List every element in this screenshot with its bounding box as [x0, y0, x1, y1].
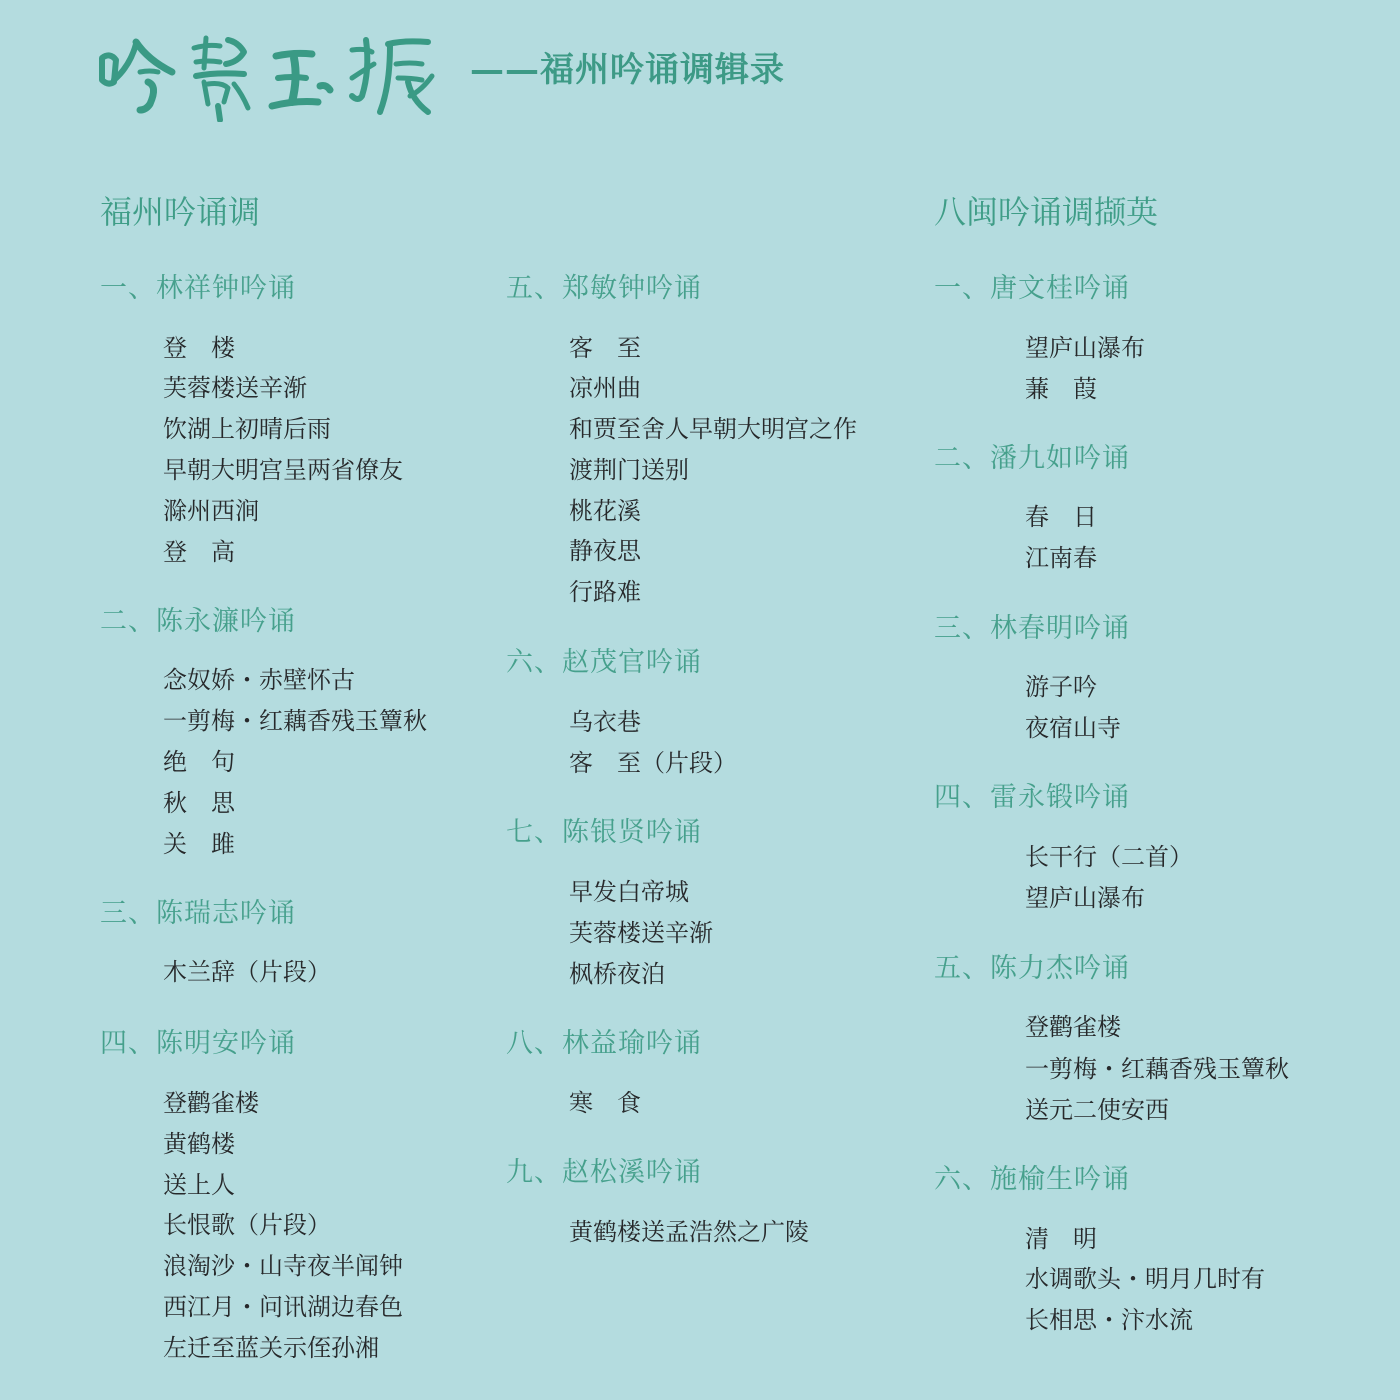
poem-title: 游子吟 — [1025, 673, 1097, 701]
section-title: 四、陈明安吟诵 — [100, 1028, 296, 1059]
poem-title: 乌衣巷 — [569, 708, 641, 736]
section-title: 七、陈银贤吟诵 — [506, 817, 702, 848]
poem-title: 客 至（片段） — [569, 749, 737, 777]
poem-title: 浪淘沙・山寺夜半闻钟 — [163, 1252, 403, 1280]
poem-title: 枫桥夜泊 — [569, 960, 665, 988]
poem-title: 夜宿山寺 — [1025, 714, 1121, 742]
poem-title: 黄鹤楼 — [163, 1130, 235, 1158]
poem-title: 望庐山瀑布 — [1025, 884, 1145, 912]
section-title: 四、雷永锻吟诵 — [934, 782, 1130, 813]
poem-title: 江南春 — [1025, 544, 1097, 572]
poem-title: 登鹳雀楼 — [163, 1089, 259, 1117]
poem-title: 桃花溪 — [569, 497, 641, 525]
poem-title: 登鹳雀楼 — [1025, 1013, 1121, 1041]
poem-title: 绝 句 — [163, 748, 235, 776]
section-title: 三、陈瑞志吟诵 — [100, 898, 296, 929]
poem-title: 清 明 — [1025, 1225, 1097, 1253]
poem-title: 客 至 — [569, 334, 641, 362]
poem-title: 木兰辞（片段） — [163, 958, 331, 986]
poem-title: 芙蓉楼送辛渐 — [569, 919, 713, 947]
section-title: 二、陈永濂吟诵 — [100, 606, 296, 637]
poem-title: 关 雎 — [163, 830, 235, 858]
poem-title: 凉州曲 — [569, 374, 641, 402]
poem-title: 长干行（二首） — [1025, 843, 1193, 871]
calligraphy-brush-icon — [96, 22, 441, 122]
poem-title: 黄鹤楼送孟浩然之广陵 — [569, 1218, 809, 1246]
section-title: 三、林春明吟诵 — [934, 613, 1130, 644]
section-title: 二、潘九如吟诵 — [934, 443, 1130, 474]
section-title: 六、施榆生吟诵 — [934, 1164, 1130, 1195]
section-title: 一、唐文桂吟诵 — [934, 273, 1130, 304]
poem-title: 早发白帝城 — [569, 878, 689, 906]
poem-title: 滁州西涧 — [163, 497, 259, 525]
section-title: 九、赵松溪吟诵 — [506, 1157, 702, 1188]
poem-title: 春 日 — [1025, 503, 1097, 531]
section-title: 一、林祥钟吟诵 — [100, 273, 296, 304]
poem-title: 早朝大明宫呈两省僚友 — [163, 456, 403, 484]
poem-title: 望庐山瀑布 — [1025, 334, 1145, 362]
poem-title: 行路难 — [569, 578, 641, 606]
poem-title: 蒹 葭 — [1025, 375, 1097, 403]
poem-title: 饮湖上初晴后雨 — [163, 415, 331, 443]
calligraphy-title-logo — [96, 22, 441, 122]
poem-title: 左迁至蓝关示侄孙湘 — [163, 1334, 379, 1362]
poem-title: 秋 思 — [163, 789, 235, 817]
poem-title: 芙蓉楼送辛渐 — [163, 374, 307, 402]
section-title: 八、林益瑜吟诵 — [506, 1028, 702, 1059]
section-title: 六、赵茂官吟诵 — [506, 647, 702, 678]
poem-title: 登 高 — [163, 538, 235, 566]
section-title: 五、郑敏钟吟诵 — [506, 273, 702, 304]
section-title: 五、陈力杰吟诵 — [934, 953, 1130, 984]
poem-title: 登 楼 — [163, 334, 235, 362]
page-subtitle: ——福州吟诵调辑录 — [470, 50, 785, 90]
poem-title: 送上人 — [163, 1171, 235, 1199]
poem-title: 静夜思 — [569, 537, 641, 565]
poem-title: 寒 食 — [569, 1089, 641, 1117]
poem-title: 念奴娇・赤壁怀古 — [163, 666, 355, 694]
poem-title: 和贾至舍人早朝大明宫之作 — [569, 415, 857, 443]
poem-title: 一剪梅・红藕香残玉簟秋 — [1025, 1055, 1289, 1083]
column-heading-fuzhou: 福州吟诵调 — [100, 193, 261, 231]
poem-title: 渡荆门送别 — [569, 456, 689, 484]
column-heading-bamin: 八闽吟诵调撷英 — [934, 193, 1159, 231]
poem-title: 西江月・问讯湖边春色 — [163, 1293, 403, 1321]
poem-title: 水调歌头・明月几时有 — [1025, 1265, 1265, 1293]
poem-title: 长相思・汴水流 — [1025, 1306, 1193, 1334]
poem-title: 送元二使安西 — [1025, 1096, 1169, 1124]
poem-title: 一剪梅・红藕香残玉簟秋 — [163, 707, 427, 735]
poem-title: 长恨歌（片段） — [163, 1211, 331, 1239]
